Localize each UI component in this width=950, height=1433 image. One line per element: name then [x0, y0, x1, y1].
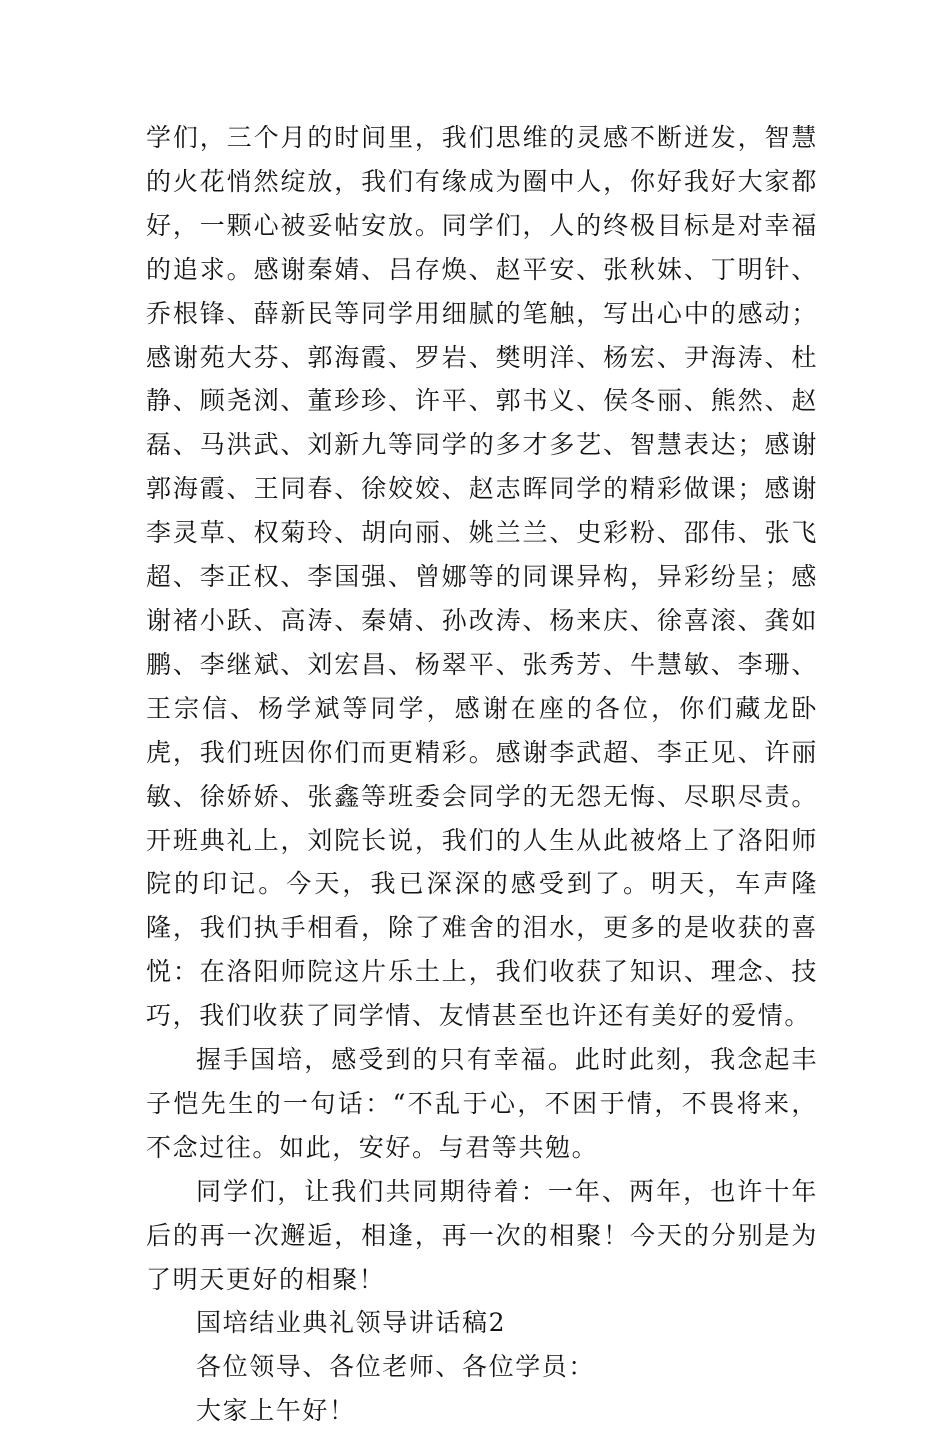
- body-paragraph: 握手国培，感受到的只有幸福。此时此刻，我念起丰子恺先生的一句话：“不乱于心，不困于情，不畏将来，不念过往。如此，安好。与君等共勉。: [146, 1045, 818, 1162]
- document-body: [146, 116, 818, 1433]
- body-paragraph: 学们，三个月的时间里，我们思维的灵感不断迸发，智慧的火花悄然绽放，我们有缘成为圈中人，你好我好大家都好，一颗心被妥帖安放。同学们，人的终极目标是对幸福的追求。感谢秦婧、吕存焕、赵平安、张秋妹、丁明针、乔根锋、薛新民等同学用细腻的笔触，写出心中的感动；感谢苑大芬、郭海霞、罗岩、樊明洋、杨宏、尹海涛、杜静、顾尧浏、董珍珍、许平、郭书义、侯冬丽、熊然、赵磊、马洪武、刘新九等同学的多才多艺、智慧表达；感谢郭海霞、王同春、徐姣姣、赵志晖同学的精彩做课；感谢李灵草、权菊玲、胡向丽、姚兰兰、史彩粉、邵伟、张飞超、李正权、李国强、曾娜等的同课异构，异彩纷呈；感谢褚小跃、高涛、秦婧、孙改涛、杨来庆、徐喜滚、龚如鹏、李继斌、刘宏昌、杨翠平、张秀芳、牛慧敏、李珊、王宗信、杨学斌等同学，感谢在座的各位，你们藏龙卧虎，我们班因你们而更精彩。感谢李武超、李正见、许丽敏、徐娇娇、张鑫等班委会同学的无怨无悔、尽职尽责。开班典礼上，刘院长说，我们的人生从此被烙上了洛阳师院的印记。今天，我已深深的感受到了。明天，车声隆隆，我们执手相看，除了难舍的泪水，更多的是收获的喜悦：在洛阳师院这片乐土上，我们收获了知识、理念、技巧，我们收获了同学情、友情甚至也许还有美好的爱情。: [146, 123, 818, 1031]
- salutation: 各位领导、各位老师、各位学员：: [196, 1352, 596, 1382]
- body-paragraph: 同学们，让我们共同期待着：一年、两年，也许十年后的再一次邂逅，相逢，再一次的相聚！今天的分别是为了明天更好的相聚！: [146, 1176, 818, 1294]
- greeting: 大家上午好！: [196, 1396, 356, 1426]
- section-heading: 国培结业典礼领导讲话稿2: [196, 1308, 507, 1338]
